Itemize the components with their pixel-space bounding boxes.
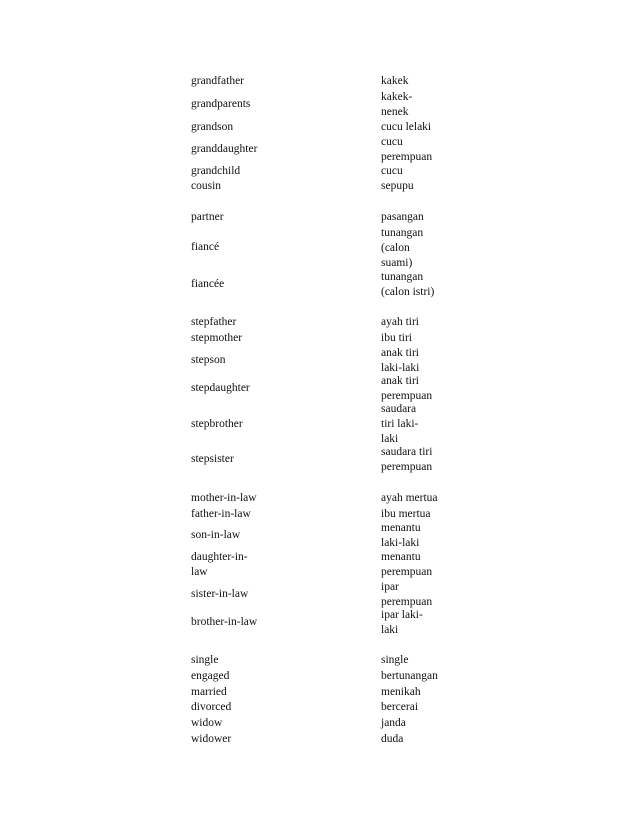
indonesian-term: kakek- nenek bbox=[381, 91, 413, 119]
indonesian-term: bertunangan bbox=[381, 670, 438, 682]
english-term: son-in-law bbox=[191, 529, 241, 541]
english-term: stepmother bbox=[191, 332, 243, 344]
english-term: stepdaughter bbox=[191, 382, 250, 394]
indonesian-term: ipar laki- laki bbox=[381, 609, 423, 637]
english-term: grandparents bbox=[191, 98, 251, 110]
indonesian-term: kakek bbox=[381, 75, 409, 87]
indonesian-term: ayah mertua bbox=[381, 492, 438, 504]
indonesian-term: anak tiri laki-laki bbox=[381, 347, 420, 375]
indonesian-term: ipar perempuan bbox=[381, 581, 433, 609]
english-term: grandfather bbox=[191, 75, 244, 87]
english-term: widow bbox=[191, 717, 223, 729]
english-term: brother-in-law bbox=[191, 616, 258, 628]
indonesian-term: tunangan (calon suami) bbox=[381, 227, 424, 270]
english-term: fiancé bbox=[191, 241, 220, 253]
indonesian-term: duda bbox=[381, 733, 404, 745]
indonesian-term: single bbox=[381, 654, 409, 666]
indonesian-term: ayah tiri bbox=[381, 316, 419, 328]
english-term: granddaughter bbox=[191, 143, 258, 155]
indonesian-term: menantu laki-laki bbox=[381, 522, 421, 550]
english-term: fiancée bbox=[191, 278, 225, 290]
indonesian-term: tunangan (calon istri) bbox=[381, 271, 435, 299]
english-term: divorced bbox=[191, 701, 232, 713]
english-term: daughter-in- law bbox=[191, 551, 248, 579]
indonesian-term: cucu perempuan bbox=[381, 136, 433, 164]
english-term: mother-in-law bbox=[191, 492, 257, 504]
indonesian-term: menikah bbox=[381, 686, 421, 698]
indonesian-term: sepupu bbox=[381, 180, 414, 192]
english-term: sister-in-law bbox=[191, 588, 249, 600]
indonesian-term: cucu bbox=[381, 165, 403, 177]
english-term: father-in-law bbox=[191, 508, 251, 520]
indonesian-term: janda bbox=[381, 717, 406, 729]
indonesian-term: menantu perempuan bbox=[381, 551, 433, 579]
indonesian-term: cucu lelaki bbox=[381, 121, 432, 133]
english-term: stepson bbox=[191, 354, 226, 366]
indonesian-term: bercerai bbox=[381, 701, 419, 713]
english-term: stepfather bbox=[191, 316, 237, 328]
indonesian-term: ibu tiri bbox=[381, 332, 412, 344]
english-term: widower bbox=[191, 733, 232, 745]
indonesian-term: saudara tiri laki- laki bbox=[381, 403, 419, 446]
english-term: stepsister bbox=[191, 453, 234, 465]
indonesian-term: ibu mertua bbox=[381, 508, 431, 520]
english-term: cousin bbox=[191, 180, 222, 192]
english-term: stepbrother bbox=[191, 418, 243, 430]
english-term: engaged bbox=[191, 670, 230, 682]
english-term: grandson bbox=[191, 121, 234, 133]
english-term: grandchild bbox=[191, 165, 241, 177]
english-term: married bbox=[191, 686, 227, 698]
english-term: single bbox=[191, 654, 219, 666]
indonesian-term: anak tiri perempuan bbox=[381, 375, 433, 403]
indonesian-term: pasangan bbox=[381, 211, 424, 223]
indonesian-term: saudara tiri perempuan bbox=[381, 446, 433, 474]
english-term: partner bbox=[191, 211, 224, 223]
